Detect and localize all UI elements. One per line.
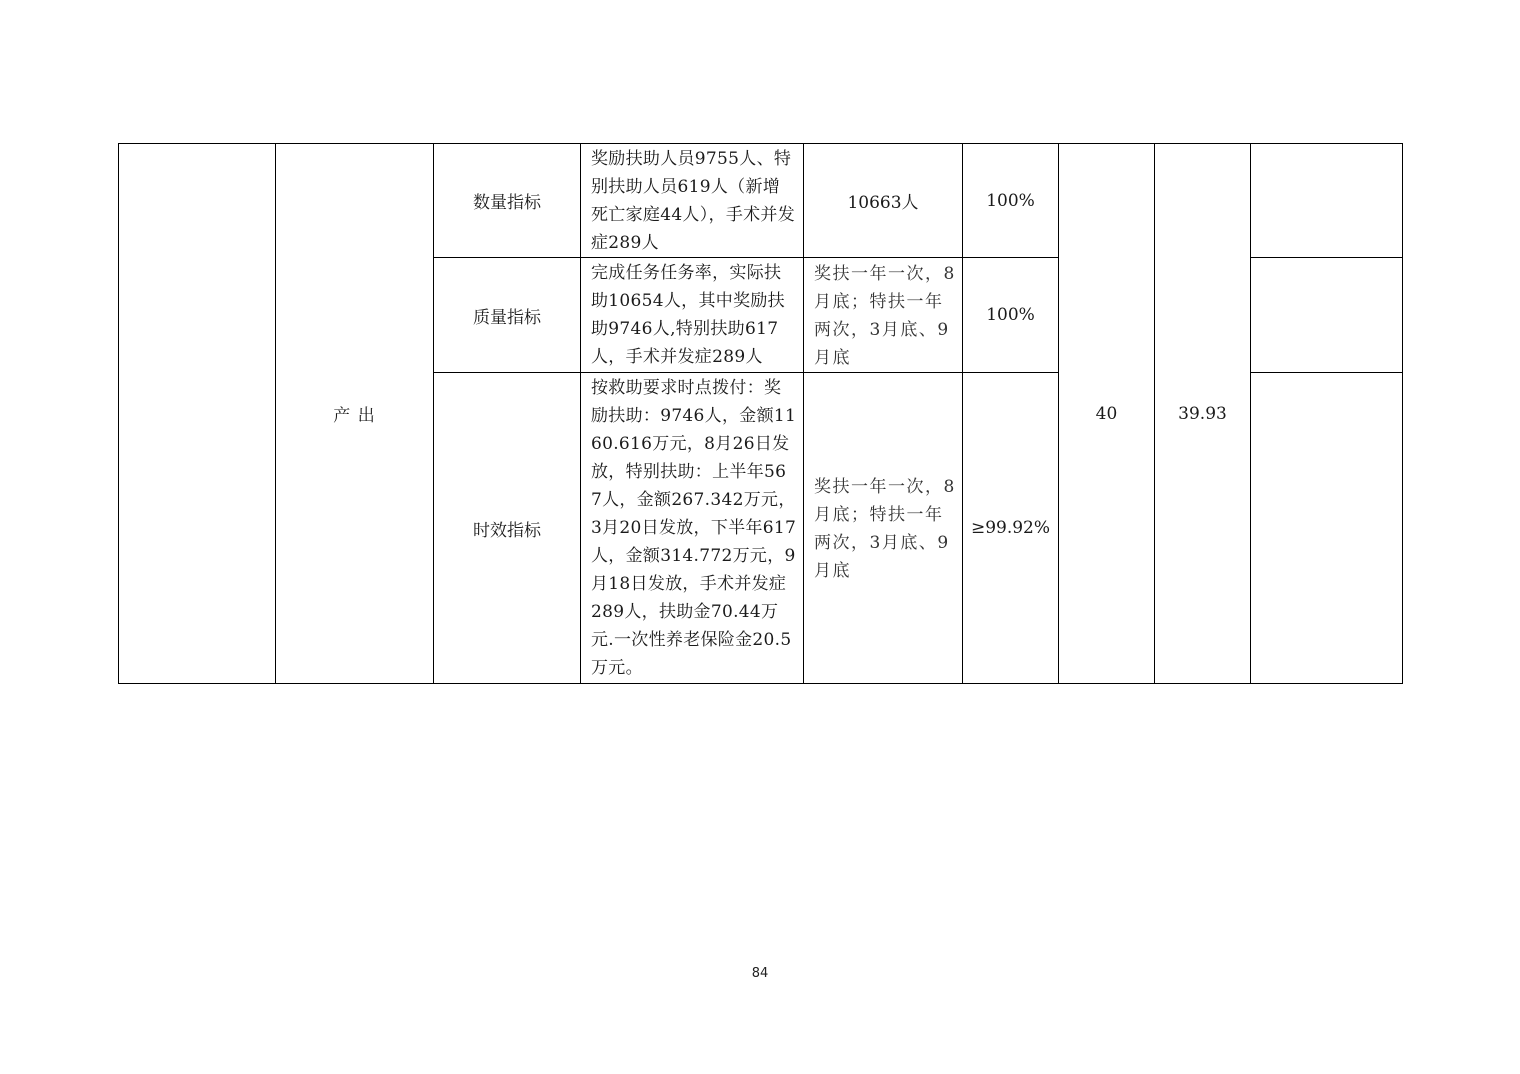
performance-table: [118, 143, 1403, 684]
indicator-content: 按救助要求时点拨付：奖励扶助：9746人，金额1160.616万元，8月26日发放，特别扶助：上半年567人，金额267.342万元，3月20日发放，下半年617人，金额314.772万元，9月18日发放，手术并发症289人，扶助金70.44万元.一次性养老保险金20.5万元。: [591, 378, 797, 678]
table-row: [119, 144, 1403, 258]
indicator-content: 完成任务任务率，实际扶助10654人，其中奖励扶助9746人,特别扶助617人，手术并发症289人: [591, 263, 785, 367]
weight-value: 40: [1095, 403, 1118, 424]
indicator-content-cell: [581, 373, 804, 684]
first-level-cell: [119, 144, 276, 684]
actual-value: ≥99.92%: [970, 518, 1051, 538]
target-value: 10663人: [847, 193, 919, 213]
actual-value: 100%: [986, 305, 1035, 325]
actual-value: 100%: [986, 190, 1035, 211]
remark-cell: [1251, 258, 1403, 373]
actual-cell: [963, 258, 1059, 373]
weight-cell: [1059, 144, 1155, 684]
indicator-content-cell: [581, 144, 804, 258]
indicator-label: 质量指标: [473, 307, 541, 328]
target-value: 奖扶一年一次，8月底；特扶一年两次，3月底、9月底: [814, 477, 956, 581]
target-value: 奖扶一年一次，8月底；特扶一年两次，3月底、9月底: [814, 264, 956, 368]
indicator-label: 数量指标: [473, 193, 541, 213]
indicator-cell: [434, 258, 581, 373]
indicator-content: 奖励扶助人员9755人、特别扶助人员619人（新增死亡家庭44人），手术并发症289人: [591, 148, 796, 253]
indicator-cell: [434, 144, 581, 258]
remark-cell: [1251, 373, 1403, 684]
indicator-content-cell: [581, 258, 804, 373]
indicator-label: 时效指标: [473, 520, 541, 541]
page-number: 84: [751, 966, 769, 981]
score-value: 39.93: [1178, 403, 1227, 424]
actual-cell: [963, 373, 1059, 684]
score-cell: [1155, 144, 1251, 684]
actual-cell: [963, 144, 1059, 258]
target-cell: [804, 258, 963, 373]
target-cell: [804, 373, 963, 684]
target-cell: [804, 144, 963, 258]
indicator-cell: [434, 373, 581, 684]
remark-cell: [1251, 144, 1403, 258]
category-label: 产 出: [333, 406, 376, 426]
category-cell: [276, 144, 434, 684]
